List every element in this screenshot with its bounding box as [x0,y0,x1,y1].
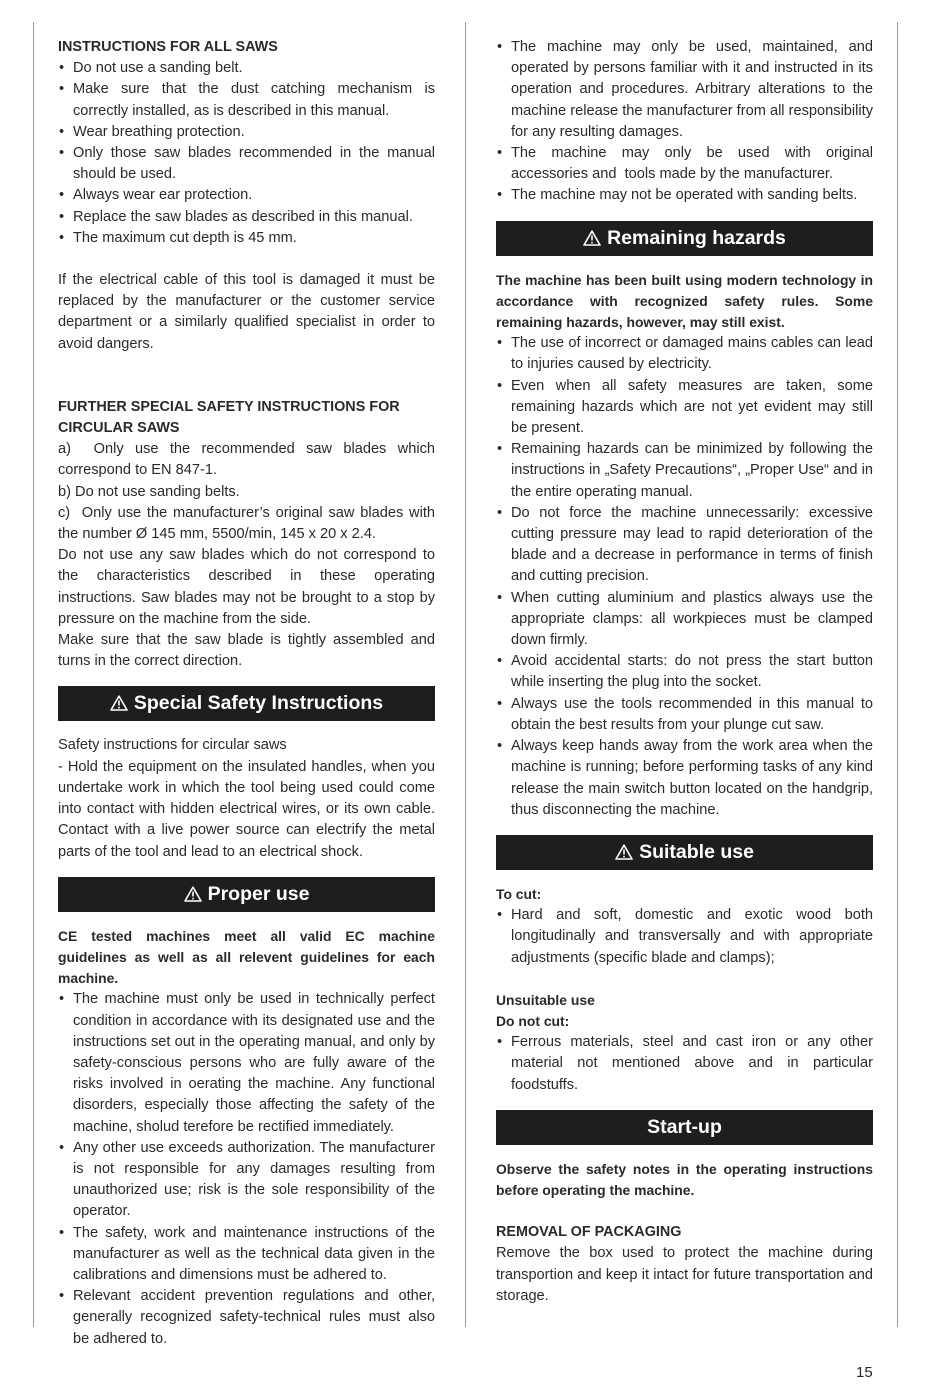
list-item: • Relevant accident prevention regulations and other, generally recognized safety-technical rules must also be adhered to. [58,1286,435,1350]
suitable-use-banner [496,835,873,870]
list-item: • The use of incorrect or damaged mains cables can lead to injuries caused by electricity. [496,333,873,375]
special-safety-title: Special Safety Instructions [133,692,384,715]
list-item: • Always keep hands away from the work area when the machine is running; before performing tasks of any kind release the main switch button located on the handgrip, thus disconnecting the machine. [496,736,873,821]
list-item: • Make sure that the dust catching mechanism is correctly installed, as is described in this manual. [58,79,435,121]
to-cut-list [496,905,873,969]
left-margin-rule [33,22,34,1327]
further-safety-line: a) Only use the recommended saw blades which correspond to EN 847-1. [58,441,435,479]
right-column [496,37,873,1307]
list-item: • Any other use exceeds authorization. The manufacturer is not responsible for any damages resulting from unauthorized use; risk is the sole responsibility of the operator. [58,1138,435,1223]
do-not-cut-label: Do not cut: [496,1012,570,1029]
list-item: • Always wear ear protection. [58,185,435,206]
removal-of-packaging-heading: REMOVAL OF PACKAGING [496,1224,682,1241]
warning-triangle-icon [110,695,128,711]
list-item: • Ferrous materials, steel and cast iron or any other material not mentioned above and in particular foodstuffs. [496,1032,873,1096]
further-safety-line: Make sure that the saw blade is tightly assembled and turns in the correct direction. [58,632,435,670]
list-item: • The machine may only be used with original accessories and tools made by the manufacturer. [496,143,873,185]
to-cut-label: To cut: [496,885,542,902]
remaining-hazards-title: Remaining hazards [607,226,786,249]
start-up-title: Start-up [647,1115,722,1138]
removal-of-packaging-paragraph: Remove the box used to protect the machine during transportion and keep it intact for future transportation and storage. [496,1245,873,1304]
remaining-hazards-list [496,333,873,821]
unsuitable-use-label: Unsuitable use [496,991,595,1008]
suitable-use-title: Suitable use [639,840,754,863]
list-item: • The machine may not be operated with sanding belts. [496,185,873,206]
remaining-hazards-intro: The machine has been built using modern technology in accordance with recognized safety rules. Some remaining hazards, however, may still exist. [496,271,873,331]
list-item: • Do not force the machine unnecessarily: excessive cutting pressure may lead to rapid deterioration of the blade and a decrease in performance in terms of finish and cutting precision. [496,503,873,588]
proper-use-title: Proper use [207,882,310,905]
center-column-rule [465,22,466,1327]
list-item: • Hard and soft, domestic and exotic wood both longitudinally and transversally and with appropriate adjustments (specific blade and clamps); [496,905,873,969]
list-item: • The maximum cut depth is 45 mm. [58,228,435,249]
list-item: • The machine may only be used, maintained, and operated by persons familiar with it and instructed in its operation and procedures. Arbitrary alterations to the machine release the manufacturer from all responsibility for any resulting damages. [496,37,873,143]
start-up-intro: Observe the safety notes in the operating instructions before operating the machine. [496,1160,873,1198]
list-item: • Only those saw blades recommended in the manual should be used. [58,143,435,185]
list-item: • Do not use a sanding belt. [58,58,435,79]
list-item: • Always use the tools recommended in this manual to obtain the best results from your plunge cut saw. [496,694,873,736]
special-safety-banner [58,686,435,721]
do-not-cut-list [496,1032,873,1096]
start-up-banner [496,1110,873,1145]
special-safety-line: Safety instructions for circular saws [58,737,287,754]
instructions-all-saws-list [58,58,435,249]
further-safety-line: Do not use any saw blades which do not correspond to the characteristics described in these operating instructions. Saw blades may not be brought to a stop by pressure on the machine from the side. [58,547,435,627]
warning-triangle-icon [615,844,633,860]
page-number: 15 [856,1364,873,1381]
list-item: • Wear breathing protection. [58,122,435,143]
warning-triangle-icon [583,230,601,246]
list-item: • Remaining hazards can be minimized by following the instructions in „Safety Precautions“, „Proper Use“ and in the entire operating manual. [496,439,873,503]
proper-use-list [58,989,435,1349]
further-safety-line: b) Do not use sanding belts. [58,483,240,500]
list-item: • The safety, work and maintenance instructions of the manufacturer as well as the technical data given in the calibrations and dimensions must be adhered to. [58,1223,435,1287]
left-column [58,37,435,1350]
list-item: • When cutting aluminium and plastics always use the appropriate clamps: all workpieces must be clamped down firmly. [496,588,873,652]
special-safety-line: - Hold the equipment on the insulated handles, when you undertake work in which the tool being used could come into contact with hidden electrical wires, or its own cable. Contact with a live power source can electrify the metal parts of the tool and lead to an electrical shock. [58,758,435,860]
instructions-all-saws-heading: INSTRUCTIONS FOR ALL SAWS [58,39,278,55]
list-item: • Avoid accidental starts: do not press the start button while inserting the plug into the socket. [496,651,873,693]
warning-triangle-icon [184,886,202,902]
list-item: • Replace the saw blades as described in this manual. [58,207,435,228]
list-item: • The machine must only be used in technically perfect condition in accordance with its designated use and the instructions set out in the operating manual, and only by safety-conscious persons who are fully aware of the risks involved in oerating the machine. Any functional disorders, especially those affecting the safety of the machine, sholud terefore be rectified immediately. [58,989,435,1137]
cable-damage-paragraph: If the electrical cable of this tool is damaged it must be replaced by the manufacturer or the customer service department or a similarly qualified specialist in order to avoid dangers. [58,272,435,352]
operation-rules-list [496,37,873,207]
proper-use-intro: CE tested machines meet all valid EC machine guidelines as well as all relevent guidelines for each machine. [58,927,435,987]
list-item: • Even when all safety measures are taken, some remaining hazards which are not yet evident may still be present. [496,376,873,440]
further-safety-heading-line1: FURTHER SPECIAL SAFETY INSTRUCTIONS FOR [58,398,400,415]
proper-use-banner [58,877,435,912]
further-safety-line: c) Only use the manufacturer’s original saw blades with the number Ø 145 mm, 5500/min, 145 x 20 x 2.4. [58,504,435,543]
further-safety-heading-line2: CIRCULAR SAWS [58,420,180,437]
right-margin-rule [897,22,898,1327]
remaining-hazards-banner [496,221,873,256]
